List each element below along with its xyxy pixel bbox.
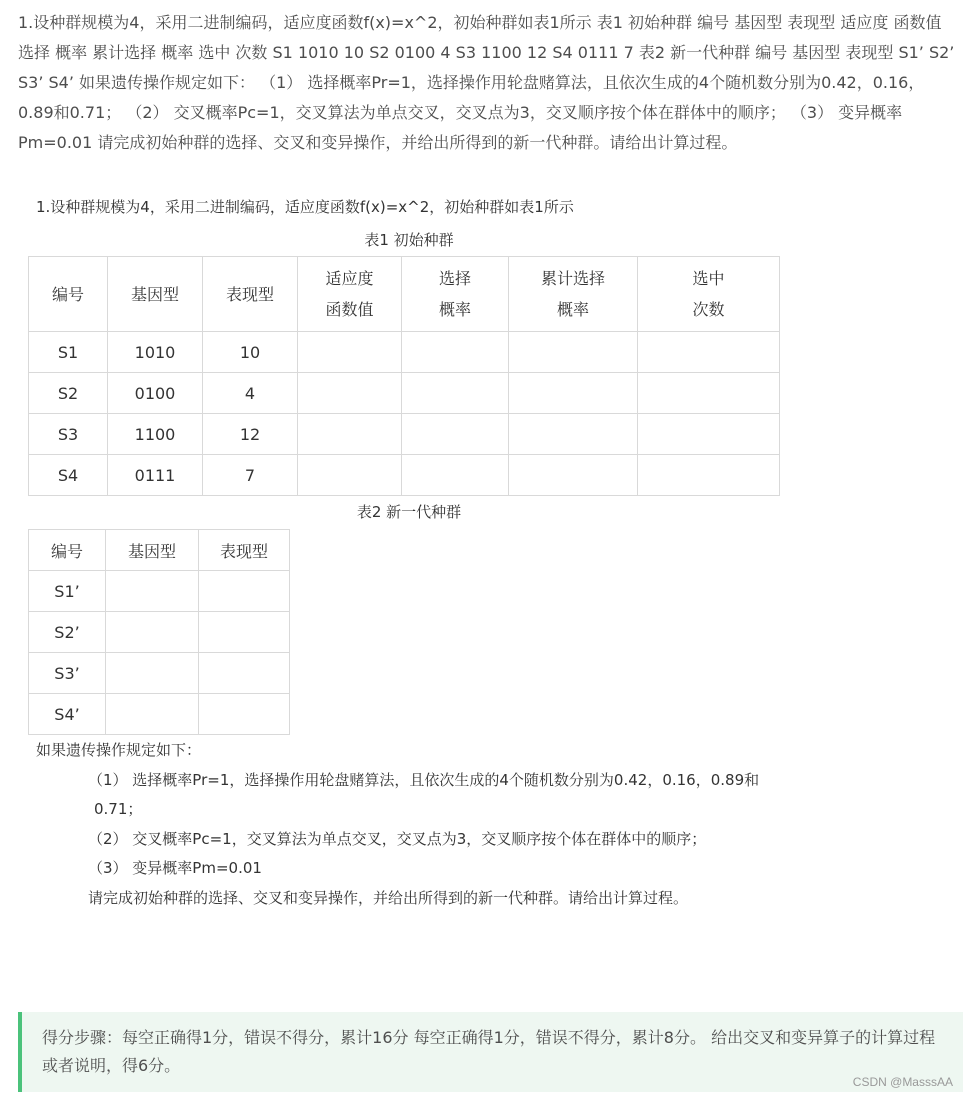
empty-cell xyxy=(298,332,402,373)
table-row xyxy=(29,332,780,373)
empty-cell xyxy=(402,373,509,414)
table-cell: 12 xyxy=(203,414,298,455)
table1-header: 累计选择 概率 xyxy=(509,257,638,332)
table1-header: 选择 概率 xyxy=(402,257,509,332)
empty-cell xyxy=(106,694,199,735)
empty-cell xyxy=(106,571,199,612)
table-cell: 1010 xyxy=(108,332,203,373)
empty-cell xyxy=(106,653,199,694)
table-cell: S2’ xyxy=(29,612,106,653)
table1-header: 选中 次数 xyxy=(638,257,780,332)
table1-caption: 表1 初始种群 xyxy=(364,231,454,249)
empty-cell xyxy=(638,332,780,373)
empty-cell xyxy=(106,612,199,653)
question-text: 1.设种群规模为4，采用二进制编码，适应度函数f(x)=x^2，初始种群如表1所示 表1 初始种群 编号 基因型 表现型 适应度 函数值 选择 概率 累计选择 概率 选中 次数 S1 1010 10 S2 0100 4 S3 1100 12 S4 0111 7 表2 新一代种群 编号 基因型 表现型 S1’ S2’ S3’ S4’ 如果遗传操作规定如下： （1） 选择概率Pr=1，选择操作用轮盘赌算法，且依次生成的4个随机数分别为0.42，0.16，0.89和0.71； （2） 交叉概率Pc=1，交叉算法为单点交叉，交叉点为3，交叉顺序按个体在群体中的顺序； （3） 变异概率Pm=0.01 请完成初始种群的选择、交叉和变异操作，并给出所得到的新一代种群。请给出计算过程。 xyxy=(18,13,955,152)
table-cell: S2 xyxy=(29,373,108,414)
scoring-note: 得分步骤：每空正确得1分，错误不得分，累计16分 每空正确得1分，错误不得分，累计8分。 给出交叉和变异算子的计算过程或者说明，得6分。 xyxy=(18,1012,963,1092)
rule-3: （3） 变异概率Pm=0.01 xyxy=(88,859,262,877)
watermark: CSDN @MasssAA xyxy=(852,1075,953,1089)
table2-header: 基因型 xyxy=(106,530,199,571)
table-cell: 4 xyxy=(203,373,298,414)
empty-cell xyxy=(402,455,509,496)
rules-block xyxy=(36,736,796,913)
table-row xyxy=(29,373,780,414)
initial-population-table xyxy=(28,256,780,496)
table-cell: S3’ xyxy=(29,653,106,694)
table-cell: S1 xyxy=(29,332,108,373)
empty-cell xyxy=(638,414,780,455)
table-cell: 10 xyxy=(203,332,298,373)
empty-cell xyxy=(638,455,780,496)
table-cell: S1’ xyxy=(29,571,106,612)
table-cell: 1100 xyxy=(108,414,203,455)
table2-header: 表现型 xyxy=(199,530,290,571)
table1-header: 适应度 函数值 xyxy=(298,257,402,332)
table-row xyxy=(29,612,290,653)
table1-header-row xyxy=(29,257,780,332)
empty-cell xyxy=(298,373,402,414)
empty-cell xyxy=(199,694,290,735)
rule-2: （2） 交叉概率Pc=1，交叉算法为单点交叉，交叉点为3，交叉顺序按个体在群体中的顺序； xyxy=(88,829,707,848)
table1-header: 编号 xyxy=(29,257,108,332)
table2-caption: 表2 新一代种群 xyxy=(356,503,462,521)
empty-cell xyxy=(402,332,509,373)
empty-cell xyxy=(509,332,638,373)
table-row xyxy=(29,694,290,735)
empty-cell xyxy=(402,414,509,455)
empty-cell xyxy=(298,414,402,455)
empty-cell xyxy=(509,455,638,496)
empty-cell xyxy=(199,571,290,612)
table1-header: 表现型 xyxy=(203,257,298,332)
table-row xyxy=(29,455,780,496)
table-row xyxy=(29,571,290,612)
closing-instruction: 请完成初始种群的选择、交叉和变异操作，并给出所得到的新一代种群。请给出计算过程。 xyxy=(88,888,689,907)
table-cell: S4’ xyxy=(29,694,106,735)
empty-cell xyxy=(199,612,290,653)
empty-cell xyxy=(298,455,402,496)
rules-intro: 如果遗传操作规定如下： xyxy=(36,741,202,759)
table1-header: 基因型 xyxy=(108,257,203,332)
table-row xyxy=(29,653,290,694)
table-cell: 0100 xyxy=(108,373,203,414)
table-cell: S3 xyxy=(29,414,108,455)
new-population-table xyxy=(28,529,290,735)
table2-header: 编号 xyxy=(29,530,106,571)
table-cell: 0111 xyxy=(108,455,203,496)
rule-1: （1） 选择概率Pr=1，选择操作用轮盘赌算法，且依次生成的4个随机数分别为0.42，0.16，0.89和0.71； xyxy=(88,770,760,818)
empty-cell xyxy=(199,653,290,694)
table2-header-row xyxy=(29,530,290,571)
empty-cell xyxy=(638,373,780,414)
table-row xyxy=(29,414,780,455)
table-cell: S4 xyxy=(29,455,108,496)
table-cell: 7 xyxy=(203,455,298,496)
empty-cell xyxy=(509,414,638,455)
figure-intro: 1.设种群规模为4，采用二进制编码，适应度函数f(x)=x^2，初始种群如表1所示 xyxy=(36,198,574,216)
empty-cell xyxy=(509,373,638,414)
